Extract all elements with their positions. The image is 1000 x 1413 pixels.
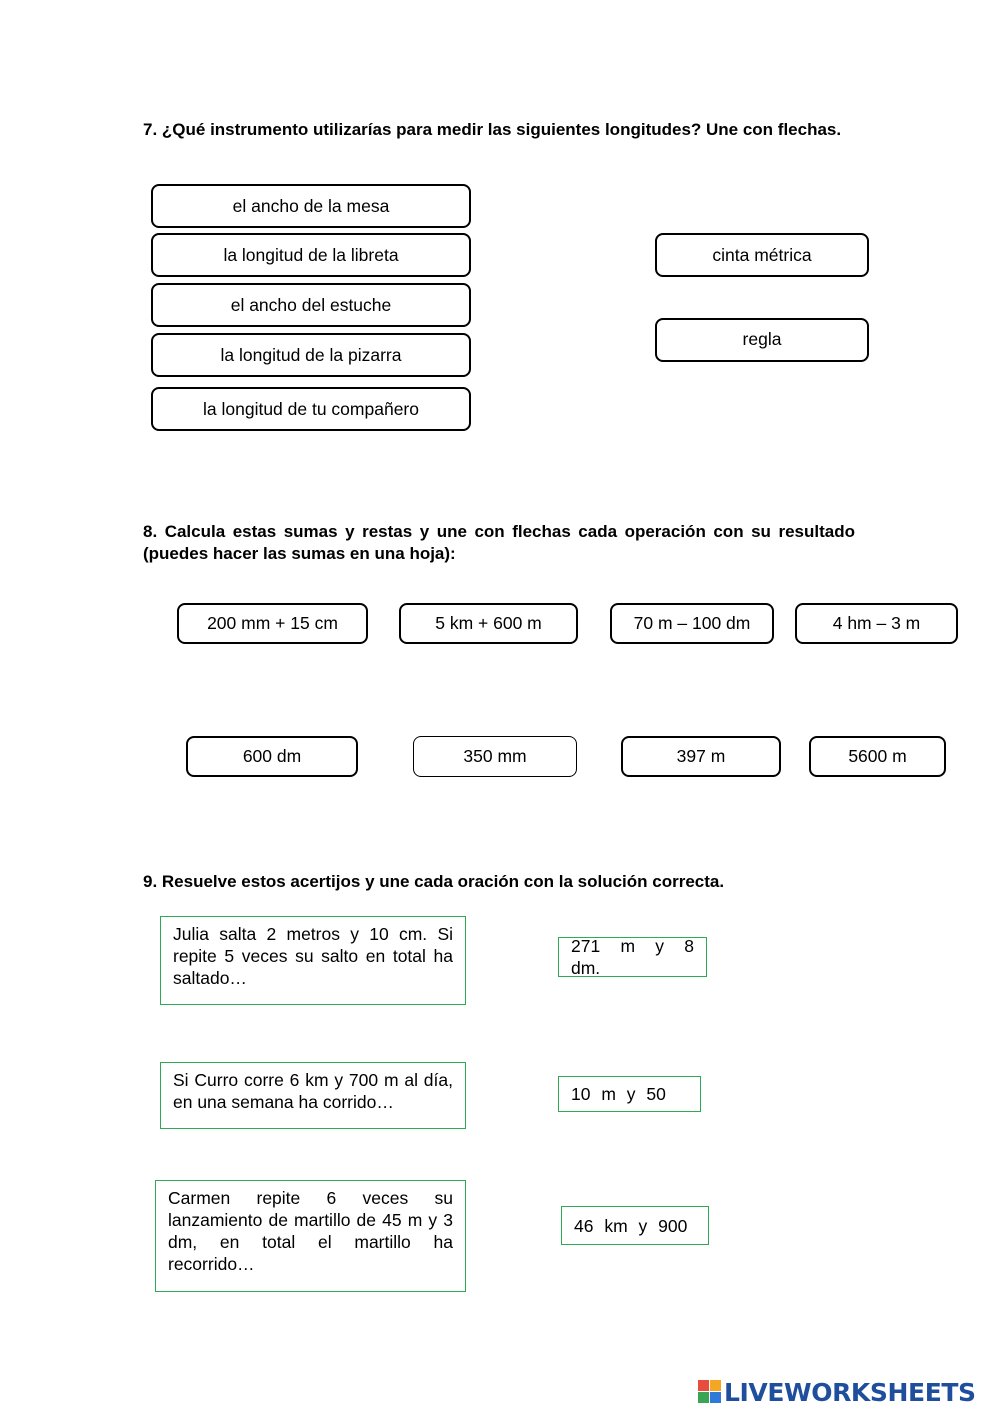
q8-operation-4[interactable]: 4 hm – 3 m bbox=[795, 603, 958, 644]
liveworksheets-logo bbox=[698, 1376, 976, 1408]
q7-item-5[interactable]: la longitud de tu compañero bbox=[151, 387, 471, 431]
q7-item-3[interactable]: el ancho del estuche bbox=[151, 283, 471, 327]
question-8-title: 8. Calcula estas sumas y restas y une con flechas cada operación con su resultado (puedes hacer las sumas en una hoja): bbox=[143, 522, 855, 563]
q8-result-1[interactable]: 600 dm bbox=[186, 736, 358, 777]
question-7-title: 7. ¿Qué instrumento utilizarías para medir las siguientes longitudes? Une con flechas. bbox=[143, 120, 842, 139]
q7-item-4[interactable]: la longitud de la pizarra bbox=[151, 333, 471, 377]
q7-item-2[interactable]: la longitud de la libreta bbox=[151, 233, 471, 277]
q8-operation-2[interactable]: 5 km + 600 m bbox=[399, 603, 578, 644]
liveworksheets-logo-mark-icon bbox=[698, 1380, 722, 1404]
q8-operation-1[interactable]: 200 mm + 15 cm bbox=[177, 603, 368, 644]
q7-tool-regla[interactable]: regla bbox=[655, 318, 869, 362]
q9-riddle-julia[interactable]: Julia salta 2 metros y 10 cm. Si repite 5 veces su salto en total ha saltado… bbox=[160, 916, 466, 1005]
q8-result-4[interactable]: 5600 m bbox=[809, 736, 946, 777]
q9-riddle-carmen[interactable]: Carmen repite 6 veces su lanzamiento de martillo de 45 m y 3 dm, en total el martillo ha recorrido… bbox=[155, 1180, 466, 1292]
q8-result-3[interactable]: 397 m bbox=[621, 736, 781, 777]
q9-riddle-curro[interactable]: Si Curro corre 6 km y 700 m al día, en una semana ha corrido… bbox=[160, 1062, 466, 1129]
q7-item-1[interactable]: el ancho de la mesa bbox=[151, 184, 471, 228]
liveworksheets-logo-text: LIVEWORKSHEETS bbox=[724, 1377, 976, 1407]
question-9-title: 9. Resuelve estos acertijos y une cada oración con la solución correcta. bbox=[143, 872, 725, 891]
q8-operation-3[interactable]: 70 m – 100 dm bbox=[610, 603, 774, 644]
q9-solution-1[interactable]: 271 m y 8 dm. bbox=[558, 937, 707, 977]
q9-solution-3[interactable]: 46 km y 900 bbox=[561, 1206, 709, 1245]
q8-result-2[interactable]: 350 mm bbox=[413, 736, 577, 777]
q9-solution-2[interactable]: 10 m y 50 bbox=[558, 1076, 701, 1112]
q7-tool-cinta-metrica[interactable]: cinta métrica bbox=[655, 233, 869, 277]
